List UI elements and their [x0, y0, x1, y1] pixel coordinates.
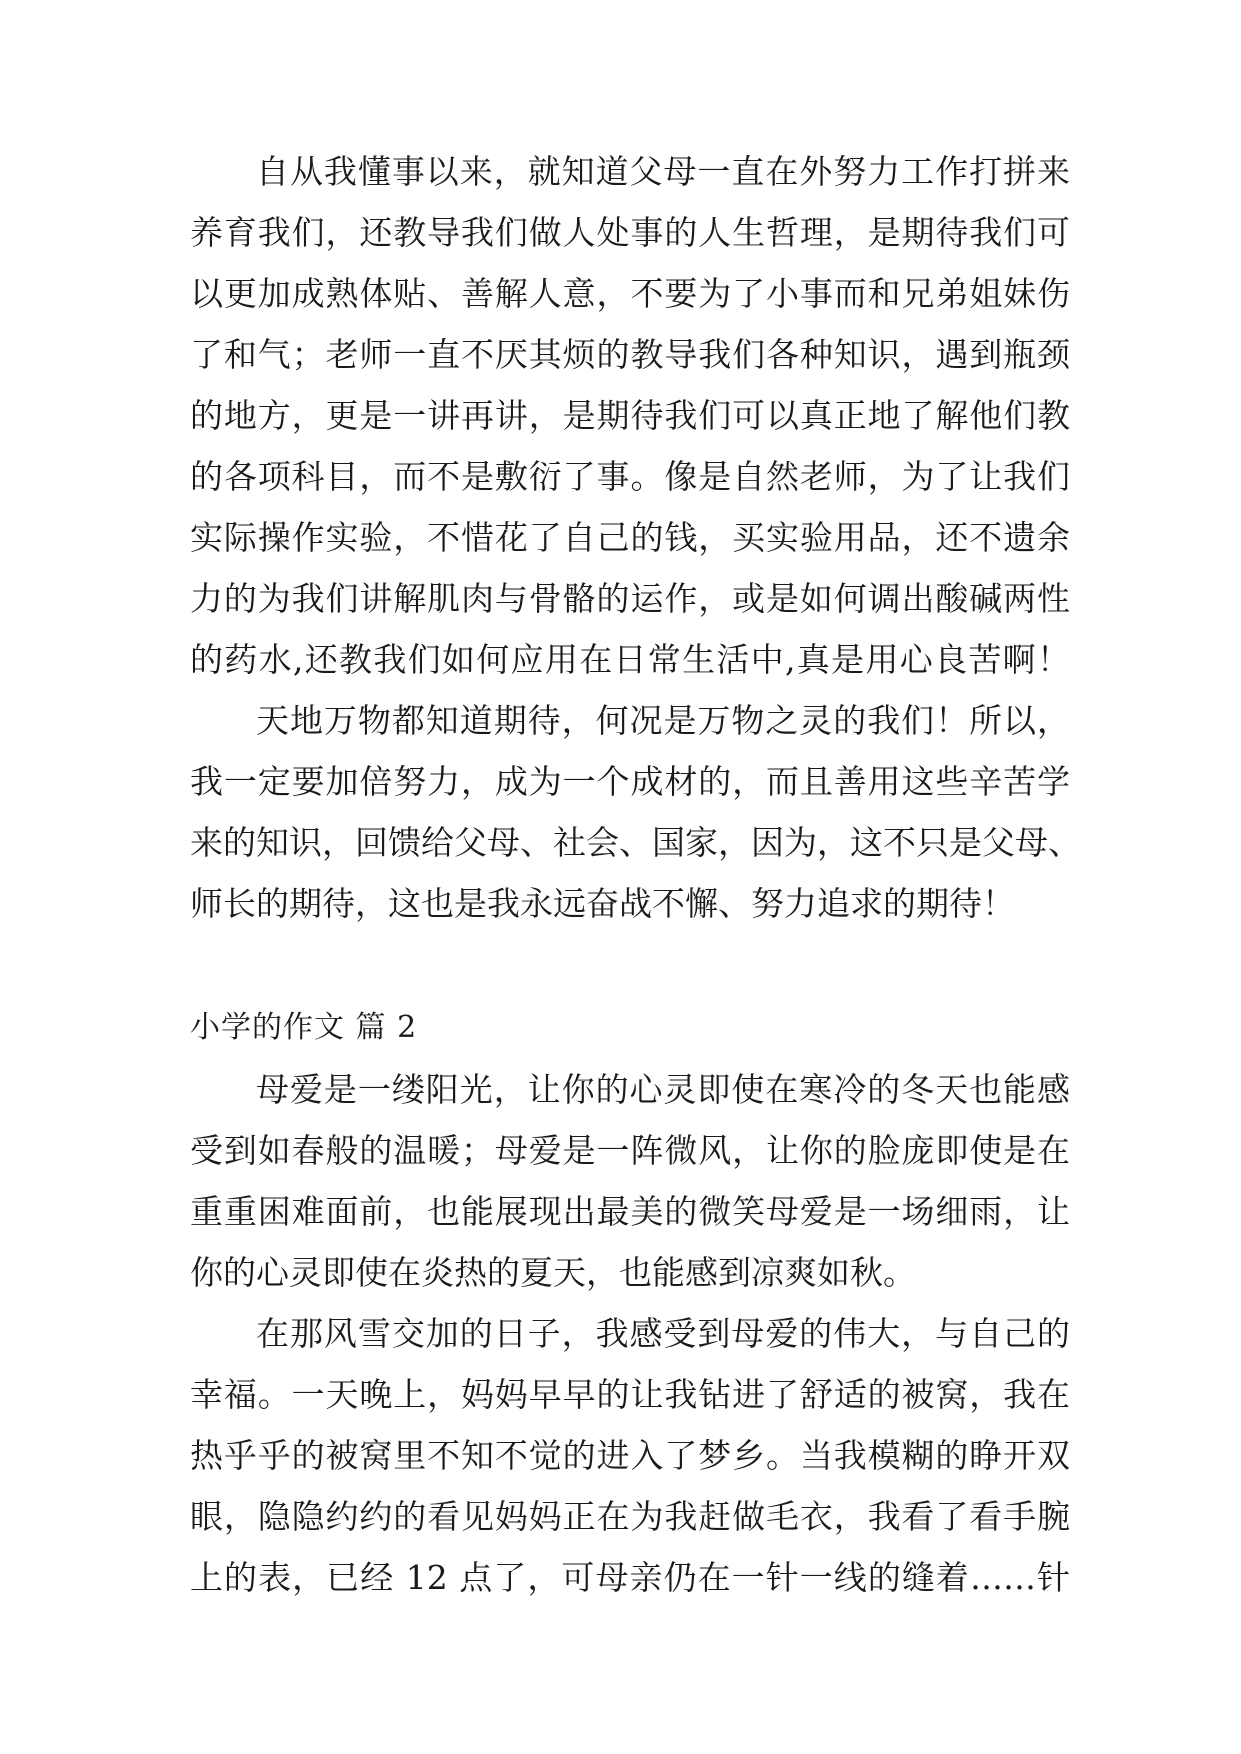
paragraph-line: 我一定要加倍努力，成为一个成材的，而且善用这些辛苦学 [190, 762, 1070, 801]
paragraph-line: 幸福。一天晚上，妈妈早早的让我钻进了舒适的被窝，我在 [190, 1375, 1070, 1414]
paragraph-line: 自从我懂事以来，就知道父母一直在外努力工作打拼来 [256, 152, 1070, 191]
section-heading: 小学的作文 篇 2 [190, 1010, 418, 1045]
paragraph-line: 母爱是一缕阳光，让你的心灵即使在寒冷的冬天也能感 [256, 1070, 1070, 1109]
paragraph-line: 受到如春般的温暖；母爱是一阵微风，让你的脸庞即使是在 [190, 1131, 1070, 1170]
paragraph-line: 师长的期待，这也是我永远奋战不懈、努力追求的期待！ [190, 884, 1015, 923]
paragraph-line: 重重困难面前，也能展现出最美的微笑母爱是一场细雨，让 [190, 1192, 1070, 1231]
paragraph-line: 你的心灵即使在炎热的夏天，也能感到凉爽如秋。 [190, 1253, 916, 1292]
paragraph-line: 实际操作实验，不惜花了自己的钱，买实验用品，还不遗余 [190, 518, 1070, 557]
paragraph-line: 来的知识，回馈给父母、社会、国家，因为，这不只是父母、 [190, 823, 1081, 862]
paragraph-line: 的各项科目，而不是敷衍了事。像是自然老师，为了让我们 [190, 457, 1070, 496]
paragraph-line: 在那风雪交加的日子，我感受到母爱的伟大，与自己的 [256, 1314, 1070, 1353]
paragraph-line: 养育我们，还教导我们做人处事的人生哲理，是期待我们可 [190, 213, 1070, 252]
paragraph-line: 以更加成熟体贴、善解人意，不要为了小事而和兄弟姐妹伤 [190, 274, 1070, 313]
paragraph-line: 眼，隐隐约约的看见妈妈正在为我赶做毛衣，我看了看手腕 [190, 1497, 1070, 1536]
paragraph-line: 的药水,还教我们如何应用在日常生活中,真是用心良苦啊！ [190, 640, 1070, 679]
paragraph-line: 天地万物都知道期待，何况是万物之灵的我们！所以， [256, 701, 1070, 740]
paragraph-line: 的地方，更是一讲再讲，是期待我们可以真正地了解他们教 [190, 396, 1070, 435]
paragraph-line: 上的表，已经 12 点了，可母亲仍在一针一线的缝着……针 [190, 1558, 1070, 1597]
paragraph-line: 力的为我们讲解肌肉与骨骼的运作，或是如何调出酸碱两性 [190, 579, 1070, 618]
paragraph-line: 热乎乎的被窝里不知不觉的进入了梦乡。当我模糊的睁开双 [190, 1436, 1070, 1475]
paragraph-line: 了和气；老师一直不厌其烦的教导我们各种知识，遇到瓶颈 [190, 335, 1070, 374]
